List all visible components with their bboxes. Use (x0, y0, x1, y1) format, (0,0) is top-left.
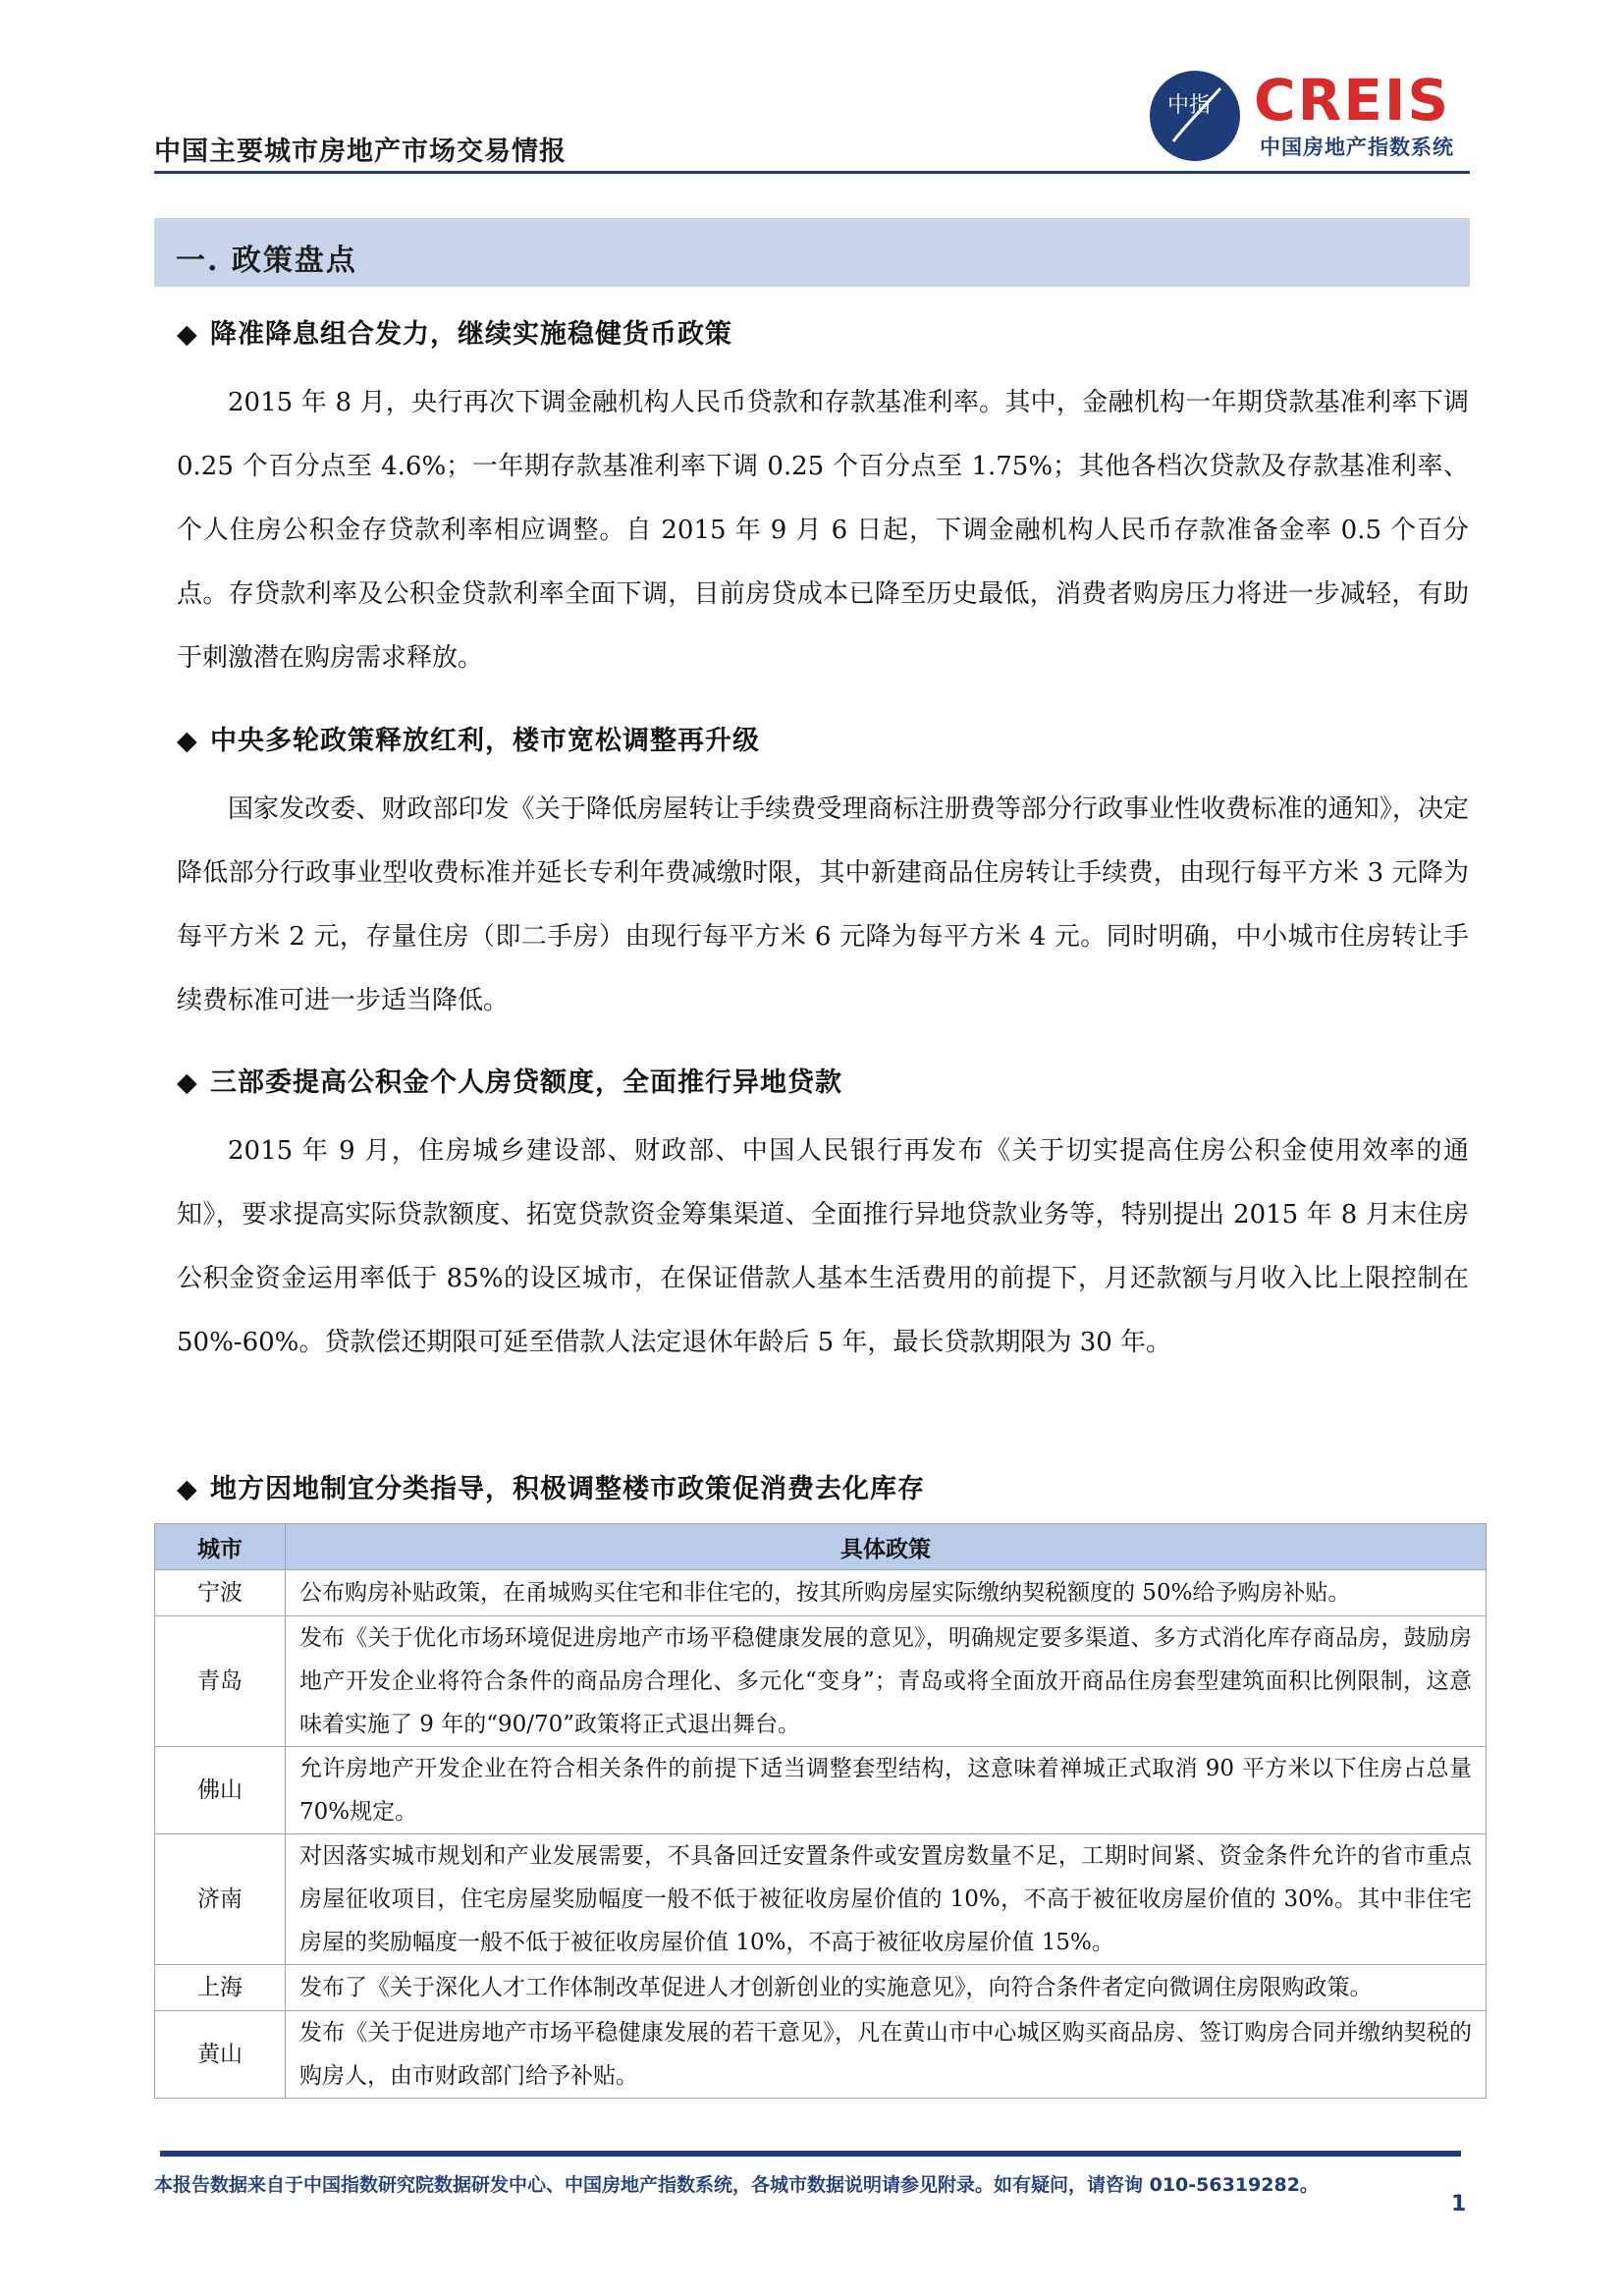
footer-note: 本报告数据来自于中国指数研究院数据研发中心、中国房地产指数系统，各城市数据说明请参见附录。如有疑问，请咨询 010-56319282。 (154, 2174, 1319, 2196)
header-title: 中国主要城市房地产市场交易情报 (154, 137, 567, 167)
page-header (154, 59, 1470, 173)
policy-cell: 发布《关于优化市场环境促进房地产市场平稳健康发展的意见》，明确规定要多渠道、多方式消化库存商品房，鼓励房地产开发企业将符合条件的商品房合理化、多元化“变身”；青岛或将全面放开商品住房套型建筑面积比例限制，这意味着实施了 9 年的“90/70”政策将正式退出舞台。 (286, 1616, 1487, 1747)
creis-logo-icon (1146, 67, 1244, 165)
logo-subtitle: 中国房地产指数系统 (1260, 136, 1454, 159)
column-header-city: 城市 (155, 1524, 286, 1570)
city-cell: 宁波 (155, 1570, 286, 1616)
policy-cell: 允许房地产开发企业在符合相关条件的前提下适当调整套型结构，这意味着禅城正式取消 90 平方米以下住房占总量 70%规定。 (286, 1747, 1487, 1834)
city-cell: 佛山 (155, 1747, 286, 1834)
diamond-bullet-icon: ◆ (177, 726, 198, 756)
table-row (155, 1834, 1487, 1965)
column-header-policy: 具体政策 (286, 1524, 1487, 1570)
paragraph-provident-fund: 2015 年 9 月，住房城乡建设部、财政部、中国人民银行再发布《关于切实提高住房公积金使用效率的通知》，要求提高实际贷款额度、拓宽贷款资金筹集渠道、全面推行异地贷款业务等，特别提出 2015 年 8 月末住房公积金资金运用率低于 85%的设区城市，在保证借款人基本生活费用的前提下，月还款额与月收入比上限控制在 50%-60%。贷款偿还期限可延至借款人法定退休年龄后 5 年，最长贷款期限为 30 年。 (177, 1136, 1469, 1357)
logo-mark-text: 中指 (1167, 93, 1212, 118)
sub-heading-4 (177, 1467, 925, 1505)
sub-heading-2 (177, 719, 760, 757)
sub-heading-text: 地方因地制宜分类指导，积极调整楼市政策促消费去化库存 (210, 1474, 925, 1504)
logo-wordmark: CREIS (1254, 67, 1451, 134)
city-cell: 上海 (155, 1965, 286, 2011)
table-row (155, 2011, 1487, 2099)
table-row (155, 1747, 1487, 1834)
table-header-row (155, 1524, 1487, 1570)
table-row (155, 1965, 1487, 2011)
policy-cell: 发布了《关于深化人才工作体制改革促进人才创新创业的实施意见》，向符合条件者定向微调住房限购政策。 (286, 1965, 1487, 2011)
policy-cell: 公布购房补贴政策，在甬城购买住宅和非住宅的，按其所购房屋实际缴纳契税额度的 50%给予购房补贴。 (286, 1570, 1487, 1616)
city-cell: 济南 (155, 1834, 286, 1965)
local-policy-table (154, 1523, 1487, 2099)
table-row (155, 1570, 1487, 1616)
sub-heading-text: 降准降息组合发力，继续实施稳健货币政策 (210, 319, 732, 350)
sub-heading-text: 三部委提高公积金个人房贷额度，全面推行异地贷款 (210, 1067, 842, 1098)
header-rule (154, 171, 1470, 174)
section-title: 一. 政策盘点 (176, 244, 357, 278)
city-cell: 黄山 (155, 2011, 286, 2099)
creis-logo (1146, 59, 1470, 167)
section-bar (154, 218, 1470, 287)
diamond-bullet-icon: ◆ (177, 319, 198, 350)
paragraph-central-policy: 国家发改委、财政部印发《关于降低房屋转让手续费受理商标注册费等部分行政事业性收费标准的通知》，决定降低部分行政事业型收费标准并延长专利年费减缴时限，其中新建商品住房转让手续费，由现行每平方米 3 元降为每平方米 2 元，存量住房（即二手房）由现行每平方米 6 元降为每平方米 4 元。同时明确，中小城市住房转让手续费标准可进一步适当降低。 (177, 794, 1469, 1015)
sub-heading-1 (177, 312, 732, 351)
policy-cell: 发布《关于促进房地产市场平稳健康发展的若干意见》，凡在黄山市中心城区购买商品房、签订购房合同并缴纳契税的购房人，由市财政部门给予补贴。 (286, 2011, 1487, 2099)
sub-heading-3 (177, 1061, 842, 1099)
policy-cell: 对因落实城市规划和产业发展需要，不具备回迁安置条件或安置房数量不足，工期时间紧、资金条件允许的省市重点房屋征收项目，住宅房屋奖励幅度一般不低于被征收房屋价值的 10%，不高于被征收房屋价值的 30%。其中非住宅房屋的奖励幅度一般不低于被征收房屋价值 10%，不高于被征收房屋价值 15%。 (286, 1834, 1487, 1965)
page-number: 1 (1451, 2192, 1467, 2216)
diamond-bullet-icon: ◆ (177, 1067, 198, 1098)
footer-rule (160, 2151, 1461, 2157)
diamond-bullet-icon: ◆ (177, 1474, 198, 1504)
paragraph-monetary-policy: 2015 年 8 月，央行再次下调金融机构人民币贷款和存款基准利率。其中，金融机构一年期贷款基准利率下调 0.25 个百分点至 4.6%；一年期存款基准利率下调 0.25 个百分点至 1.75%；其他各档次贷款及存款基准利率、个人住房公积金存贷款利率相应调整。自 2015 年 9 月 6 日起，下调金融机构人民币存款准备金率 0.5 个百分点。存贷款利率及公积金贷款利率全面下调，目前房贷成本已降至历史最低，消费者购房压力将进一步减轻，有助于刺激潜在购房需求释放。 (177, 388, 1469, 673)
sub-heading-text: 中央多轮政策释放红利，楼市宽松调整再升级 (210, 726, 760, 756)
city-cell: 青岛 (155, 1616, 286, 1747)
table-row (155, 1616, 1487, 1747)
